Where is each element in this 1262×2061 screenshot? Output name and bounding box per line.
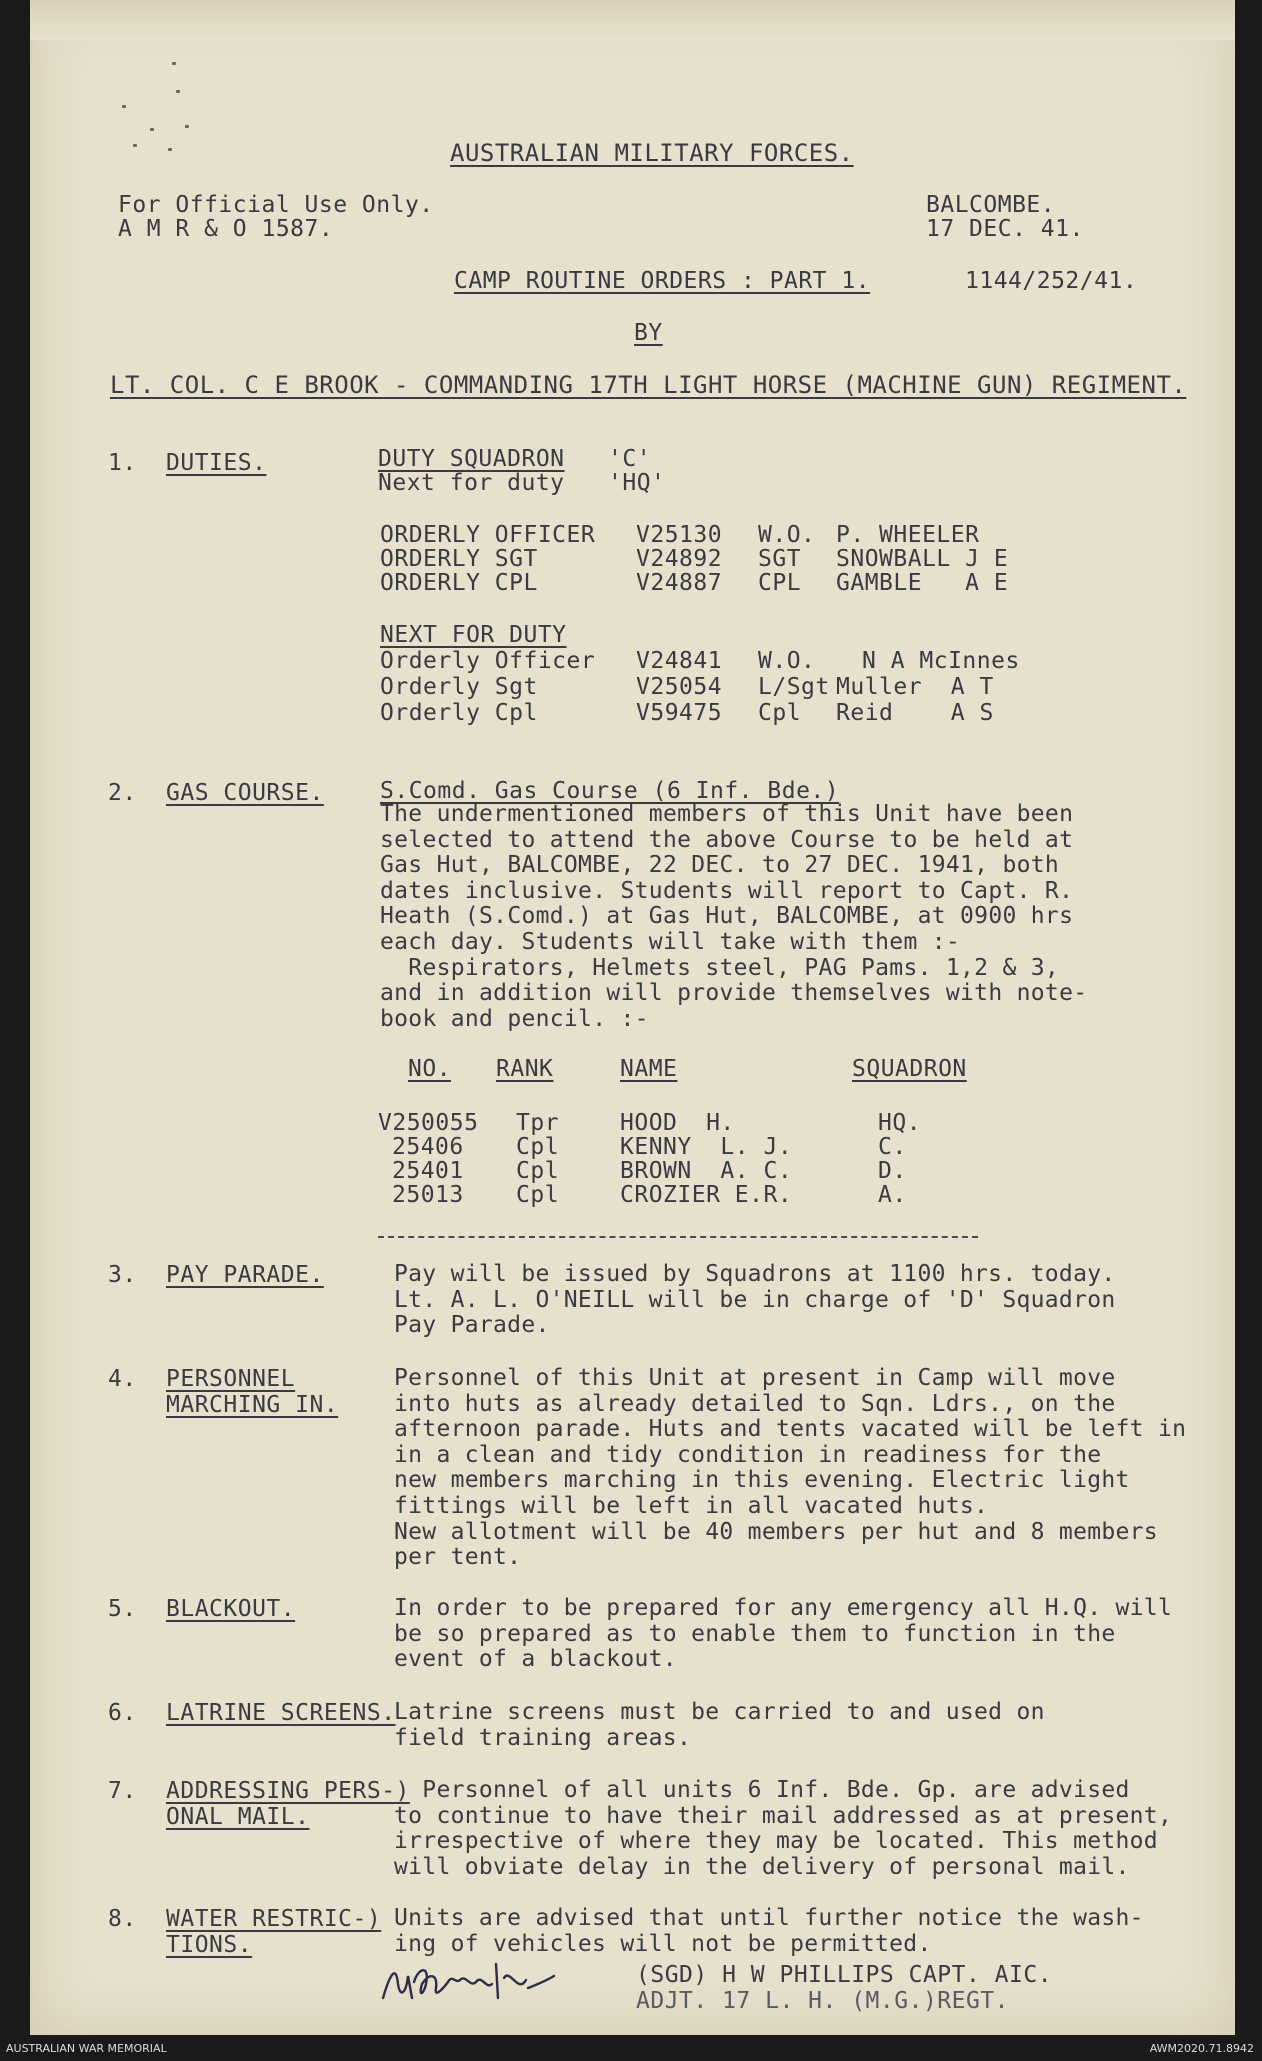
roster-role: Orderly Officer: [380, 648, 596, 674]
section-heading-onal-mail: ONAL MAIL.: [166, 1804, 310, 1830]
cell-squadron: A.: [878, 1182, 907, 1208]
reference-number: A M R & O 1587.: [118, 216, 334, 242]
document-title: AUSTRALIAN MILITARY FORCES.: [450, 139, 854, 167]
section-heading-personnel: PERSONNEL: [166, 1366, 296, 1392]
signed-by: (SGD) H W PHILLIPS CAPT. AIC.: [636, 1962, 1053, 1988]
roster-role: ORDERLY CPL: [380, 570, 538, 596]
roster-name: P. WHEELER: [836, 522, 980, 548]
orders-number: 1144/252/41.: [965, 268, 1138, 294]
cell-squadron: HQ.: [878, 1110, 922, 1136]
section-heading-latrine-screens: LATRINE SCREENS.: [166, 1700, 396, 1726]
cell-name: KENNY L. J.: [620, 1134, 793, 1160]
duty-squadron-value: 'C': [608, 446, 652, 472]
section-heading-tions: TIONS.: [166, 1932, 253, 1958]
section-number: 2.: [108, 780, 137, 806]
gas-course-subheading: S.Comd. Gas Course (6 Inf. Bde.): [380, 778, 840, 804]
section-heading-blackout: BLACKOUT.: [166, 1596, 296, 1622]
section-number: 5.: [108, 1596, 137, 1622]
roster-rank: SGT: [758, 546, 802, 572]
cell-rank: Cpl: [516, 1158, 560, 1184]
roster-name: GAMBLE A E: [836, 570, 1009, 596]
section-heading-marching-in: MARCHING IN.: [166, 1392, 339, 1418]
archive-footer: [0, 2035, 1262, 2061]
roster-rank: Cpl: [758, 700, 802, 726]
roster-role: ORDERLY OFFICER: [380, 522, 596, 548]
commander-line: LT. COL. C E BROOK - COMMANDING 17TH LIGHT HORSE (MACHINE GUN) REGIMENT.: [110, 371, 1187, 399]
section-number: 6.: [108, 1700, 137, 1726]
cell-name: HOOD H.: [620, 1110, 735, 1136]
blackout-text: In order to be prepared for any emergency all H.Q. will be so prepared as to enable them to function in the event of a blackout.: [394, 1595, 1173, 1673]
roster-number: V59475: [636, 700, 723, 726]
section-number: 8.: [108, 1906, 137, 1932]
cell-no: 25406: [392, 1134, 464, 1160]
roster-rank: W.O.: [758, 648, 816, 674]
cell-rank: Tpr: [516, 1110, 560, 1136]
roster-name: Muller A T: [836, 674, 994, 700]
col-header-rank: RANK: [496, 1056, 554, 1082]
section-number: 1.: [108, 450, 137, 476]
latrine-screens-text: Latrine screens must be carried to and used on field training areas.: [394, 1699, 1045, 1751]
gas-course-text: The undermentioned members of this Unit have been selected to attend the above Course to be held at Gas Hut, BALCOMBE, 22 DEC. to 27 DEC. 1941, both dates inclusive. Students will report to Capt. R. Heath (S.Comd.) at Gas Hut, BALCOMBE, at 0900 hrs each day. Students will take with them :- Respirators, Helmets steel, PAG Pams. 1,2 & 3, and in addition will provide themselves with note- book and pencil. :-: [380, 801, 1088, 1032]
next-for-duty-label: Next for duty: [378, 470, 565, 496]
section-heading-addressing: ADDRESSING PERS-): [166, 1778, 410, 1804]
next-for-duty-value: 'HQ': [608, 470, 666, 496]
section-number: 3.: [108, 1262, 137, 1288]
date: 17 DEC. 41.: [926, 216, 1084, 242]
cell-name: BROWN A. C.: [620, 1158, 793, 1184]
by-label: BY: [634, 320, 663, 346]
official-use-note: For Official Use Only.: [118, 192, 434, 218]
roster-role: Orderly Cpl: [380, 700, 538, 726]
next-for-duty-heading: NEXT FOR DUTY: [380, 622, 567, 648]
roster-name: SNOWBALL J E: [836, 546, 1009, 572]
roster-number: V25054: [636, 674, 723, 700]
orders-title: CAMP ROUTINE ORDERS : PART 1.: [454, 268, 871, 294]
personnel-text: Personnel of this Unit at present in Camp will move into huts as already detailed to Sqn. Ldrs., on the afternoon parade. Huts and tents vacated will be left in in a clean and tidy condition in readiness for the new members marching in this evening. Electric light fittings will be left in all vacated huts. New allotment will be 40 members per hut and 8 members per tent.: [394, 1365, 1187, 1571]
roster-number: V25130: [636, 522, 723, 548]
cell-no: 25401: [392, 1158, 464, 1184]
addressing-mail-text: Personnel of all units 6 Inf. Bde. Gp. are advised to continue to have their mail addressed as at present, irrespective of where they may be located. This method will obviate delay in the delivery of personal mail.: [394, 1777, 1173, 1880]
water-restrictions-text: Units are advised that until further notice the wash- ing of vehicles will not be permitted.: [394, 1905, 1144, 1957]
col-header-no: NO.: [408, 1056, 452, 1082]
roster-rank: L/Sgt: [758, 674, 830, 700]
footer-institution: AUSTRALIAN WAR MEMORIAL: [6, 2042, 167, 2055]
pay-parade-text: Pay will be issued by Squadrons at 1100 hrs. today. Lt. A. L. O'NEILL will be in charge of 'D' Squadron Pay Parade.: [394, 1261, 1116, 1339]
footer-accession-number: AWM2020.71.8942: [1149, 2042, 1254, 2055]
cell-squadron: C.: [878, 1134, 907, 1160]
roster-role: ORDERLY SGT: [380, 546, 538, 572]
section-heading-duties: DUTIES.: [166, 450, 267, 476]
section-number: 4.: [108, 1366, 137, 1392]
cell-rank: Cpl: [516, 1182, 560, 1208]
cell-squadron: D.: [878, 1158, 907, 1184]
duty-squadron-label: DUTY SQUADRON: [378, 446, 565, 472]
cell-rank: Cpl: [516, 1134, 560, 1160]
cell-no: 25013: [392, 1182, 464, 1208]
roster-number: V24841: [636, 648, 723, 674]
roster-role: Orderly Sgt: [380, 674, 538, 700]
signatory-unit: ADJT. 17 L. H. (M.G.)REGT.: [636, 1988, 1010, 2014]
roster-name: Reid A S: [836, 700, 994, 726]
section-heading-pay-parade: PAY PARADE.: [166, 1262, 324, 1288]
col-header-name: NAME: [620, 1056, 678, 1082]
col-header-squadron: SQUADRON: [852, 1056, 967, 1082]
cell-name: CROZIER E.R.: [620, 1182, 793, 1208]
section-number: 7.: [108, 1778, 137, 1804]
roster-number: V24887: [636, 570, 723, 596]
cell-no: V250055: [378, 1110, 479, 1136]
roster-rank: CPL: [758, 570, 802, 596]
roster-rank: W.O.: [758, 522, 816, 548]
roster-number: V24892: [636, 546, 723, 572]
section-heading-water-restrictions: WATER RESTRIC-): [166, 1906, 382, 1932]
place: BALCOMBE.: [926, 192, 1056, 218]
handwritten-signature: [378, 1954, 558, 2010]
section-heading-gas-course: GAS COURSE.: [166, 780, 324, 806]
roster-name: N A McInnes: [862, 648, 1020, 674]
section-divider: [378, 1236, 978, 1238]
